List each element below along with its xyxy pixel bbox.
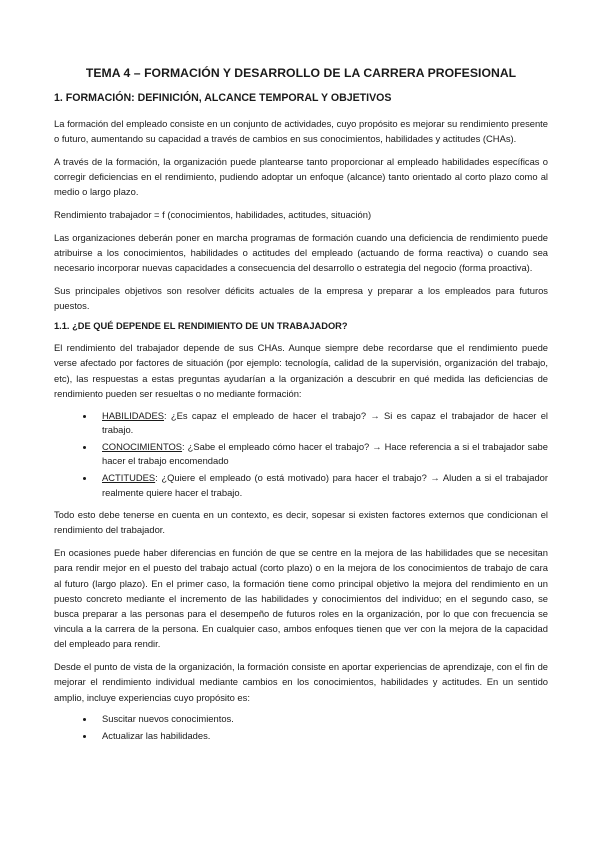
list-item bbox=[95, 471, 548, 500]
document-title: TEMA 4 – FORMACIÓN Y DESARROLLO DE LA CARRERA PROFESIONAL bbox=[85, 66, 517, 80]
paragraph-chas: El rendimiento del trabajador depende de sus CHAs. Aunque siempre debe recordarse que el rendimiento puede verse afectado por factores de situación (por ejemplo: tecnología, calidad de la supervisión, organización del trabajo, etc), las respuestas a estas preguntas ayudarían a la organización a descubrir en qué medida las deficiencias de rendimiento pueden ser resueltas o no mediante formación: bbox=[54, 342, 548, 399]
list-item-text: : ¿Quiere el empleado (o está motivado) para hacer el trabajo? → Aluden a si el trabajador realmente quiere hacer el trabajo. bbox=[102, 471, 548, 498]
list-item: • Suscitar nuevos conocimientos. bbox=[95, 712, 548, 727]
list-item-text: : ¿Es capaz el empleado de hacer el trabajo? → Si es capaz el trabajador de hacer el trabajo. bbox=[102, 409, 548, 436]
chas-list bbox=[54, 409, 548, 501]
paragraph-contexto: Todo esto debe tenerse en cuenta en un contexto, es decir, sopesar si existen factores externos que condicionan el rendimiento del trabajador. bbox=[54, 509, 548, 536]
list-item-term: HABILIDADES bbox=[102, 409, 164, 421]
section-heading-1-1: 1.1. ¿DE QUÉ DEPENDE EL RENDIMIENTO DE UN TRABAJADOR? bbox=[54, 321, 348, 332]
paragraph-formacion-alcance: A través de la formación, la organización puede plantearse tanto proporcionar al empleado habilidades específicas o corregir deficiencias en el rendimiento, pudiendo adoptar un enfoque (alcance) tanto orientado al corto plazo como al medio o largo plazo. bbox=[54, 156, 548, 198]
section-heading-1: 1. FORMACIÓN: DEFINICIÓN, ALCANCE TEMPORAL Y OBJETIVOS bbox=[54, 92, 392, 104]
paragraph-rendimiento-formula: Rendimiento trabajador = f (conocimientos, habilidades, actitudes, situación) bbox=[54, 209, 372, 221]
list-item bbox=[95, 409, 548, 438]
paragraph-enfoques: En ocasiones puede haber diferencias en función de que se centre en la mejora de las habilidades que se necesitan para rendir mejor en el puesto del trabajo actual (corto plazo) o en la mejora de los conocimientos de trabajo de cara al futuro (largo plazo). En el primer caso, la formación tiene como principal objetivo la mejora del rendimiento en un puesto concreto mediante el incremento de las habilidades y conocimientos del individuo; en el segundo caso, se busca preparar a las personas para el desempeño de futuros roles en la organización, por lo que con frecuencia se vincula a la carrera de la persona. En cualquier caso, ambos enfoques tienen que ver con la mejora de la capacidad del empleado para rendir. bbox=[54, 547, 548, 650]
list-item bbox=[95, 440, 548, 469]
list-item-term: ACTITUDES bbox=[102, 471, 156, 483]
proposito-list bbox=[54, 712, 548, 743]
paragraph-objetivos: Sus principales objetivos son resolver déficits actuales de la empresa y preparar a los empleados para futuros puestos. bbox=[54, 285, 548, 312]
list-item-text: : ¿Sabe el empleado cómo hacer el trabajo? → Hace referencia a si el trabajador sabe hacer el trabajo encomendado bbox=[102, 440, 548, 467]
list-item: • Actualizar las habilidades. bbox=[95, 729, 548, 744]
paragraph-formacion-definicion: La formación del empleado consiste en un conjunto de actividades, cuyo propósito es mejorar su rendimiento presente o futuro, aumentando su capacidad a través de cambios en sus conocimientos, habilidades y actitudes (CHAs). bbox=[54, 118, 548, 145]
paragraph-punto-de-vista: Desde el punto de vista de la organización, la formación consiste en aportar experiencias de aprendizaje, con el fin de mejorar el rendimiento individual mediante cambios en los conocimientos, habilidades y actitudes. En un sentido amplio, incluye experiencias cuyo propósito es: bbox=[54, 661, 548, 703]
paragraph-programas-formacion: Las organizaciones deberán poner en marcha programas de formación cuando una deficiencia de rendimiento puede atribuirse a los conocimientos, habilidades o actitudes del empleado (actuando de forma reactiva) o cuando sea necesario incorporar nuevas capacidades a consecuencia del desarrollo o estrategia del negocio (forma proactiva). bbox=[54, 232, 548, 274]
list-item-term: CONOCIMIENTOS bbox=[102, 440, 183, 452]
